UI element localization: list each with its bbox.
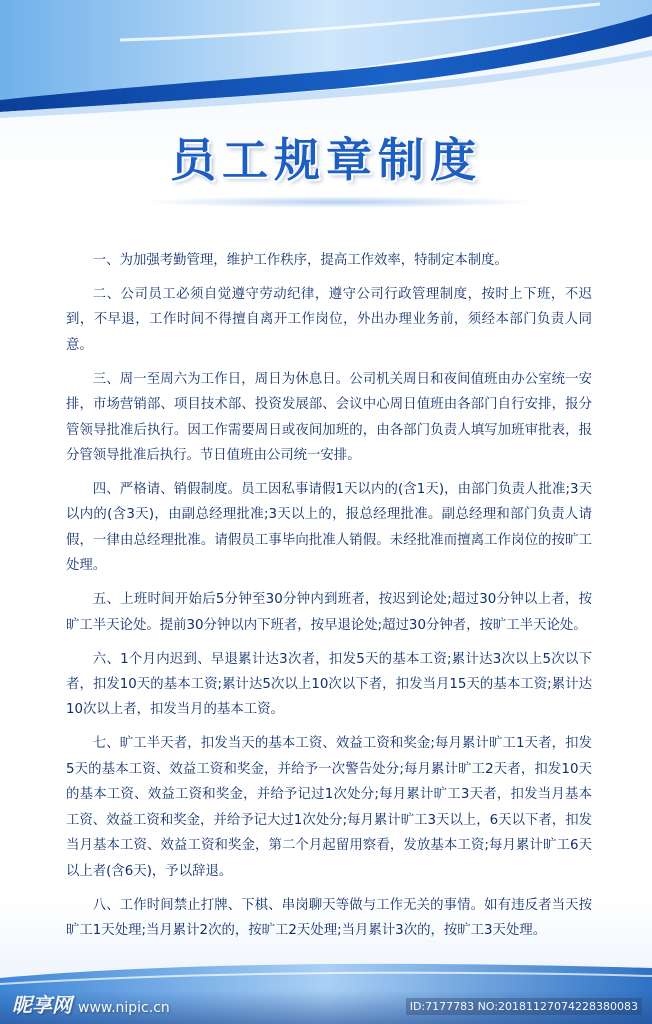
paragraph-3: 三、周一至周六为工作日，周日为休息日。公司机关周日和夜间值班由办公室统一安排，市场营销部、项目技术部、投资发展部、会议中心周日值班由各部门自行安排，报分管领导批准后执行。因工作需要周日或夜间加班的，由各部门负责人填写加班审批表，报分管领导批准后执行。节日值班由公司统一安排。 [66, 371, 592, 464]
paragraph-8: 八、工作时间禁止打牌、下棋、串岗聊天等做与工作无关的事情。如有违反者当天按旷工1天处理;当月累计2次的，按旷工2天处理;当月累计3次的，按旷工3天处理。 [66, 897, 592, 938]
paragraph-4: 四、严格请、销假制度。员工因私事请假1天以内的(含1天)，由部门负责人批准;3天以内的(含3天)，由副总经理批准;3天以上的，报总经理批准。副总经理和部门负责人请假，一律由总经理批准。请假员工事毕向批准人销假。未经批准而擅离工作岗位的按旷工处理。 [66, 482, 592, 574]
watermark-bar [0, 990, 652, 1024]
watermark-logo-text: 昵享网 [12, 993, 72, 1017]
page-title: 员工规章制度 [170, 133, 482, 187]
paragraph-5: 五、上班时间开始后5分钟至30分钟内到班者，按迟到论处;超过30分钟以上者，按旷工半天论处。提前30分钟以内下班者，按早退论处;超过30分钟者，按旷工半天论处。 [66, 592, 592, 633]
watermark-site: www.nipic.cn [78, 1000, 170, 1016]
paragraph-7: 七、旷工半天者，扣发当天的基本工资、效益工资和奖金;每月累计旷工1天者，扣发5天的基本工资、效益工资和奖金，并给予一次警告处分;每月累计旷工2天者，扣发10天的基本工资、效益工资和奖金，并给予记过1次处分;每月累计旷工3天者，扣发当月基本工资、效益工资和奖金，并给予记大过1次处分;每月累计旷工3天以上，6天以下者，扣发当月基本工资、效益工资和奖金，第二个月起留用察看，发放基本工资;每月累计旷工6天以上者(含6天)，予以辞退。 [66, 736, 592, 879]
watermark-id: ID:7177783 NO:20181127074228380083 [406, 998, 642, 1015]
paragraph-2: 二、公司员工必须自觉遵守劳动纪律，遵守公司行政管理制度，按时上下班，不迟到，不早退，工作时间不得擅自离开工作岗位，外出办理业务前，须经本部门负责人同意。 [66, 287, 592, 353]
paragraph-6: 六、1个月内迟到、早退累计达3次者，扣发5天的基本工资;累计达3次以上5次以下者，扣发10天的基本工资;累计达5次以上10次以下者，扣发当月15天的基本工资;累计达10次以上者，扣发当月的基本工资。 [66, 651, 592, 718]
watermark-logo [12, 989, 170, 1018]
regulation-body [66, 248, 592, 952]
paragraph-1: 一、为加强考勤管理，维护工作秩序，提高工作效率，特制定本制度。 [92, 253, 508, 268]
title-glow-decoration [140, 196, 540, 208]
